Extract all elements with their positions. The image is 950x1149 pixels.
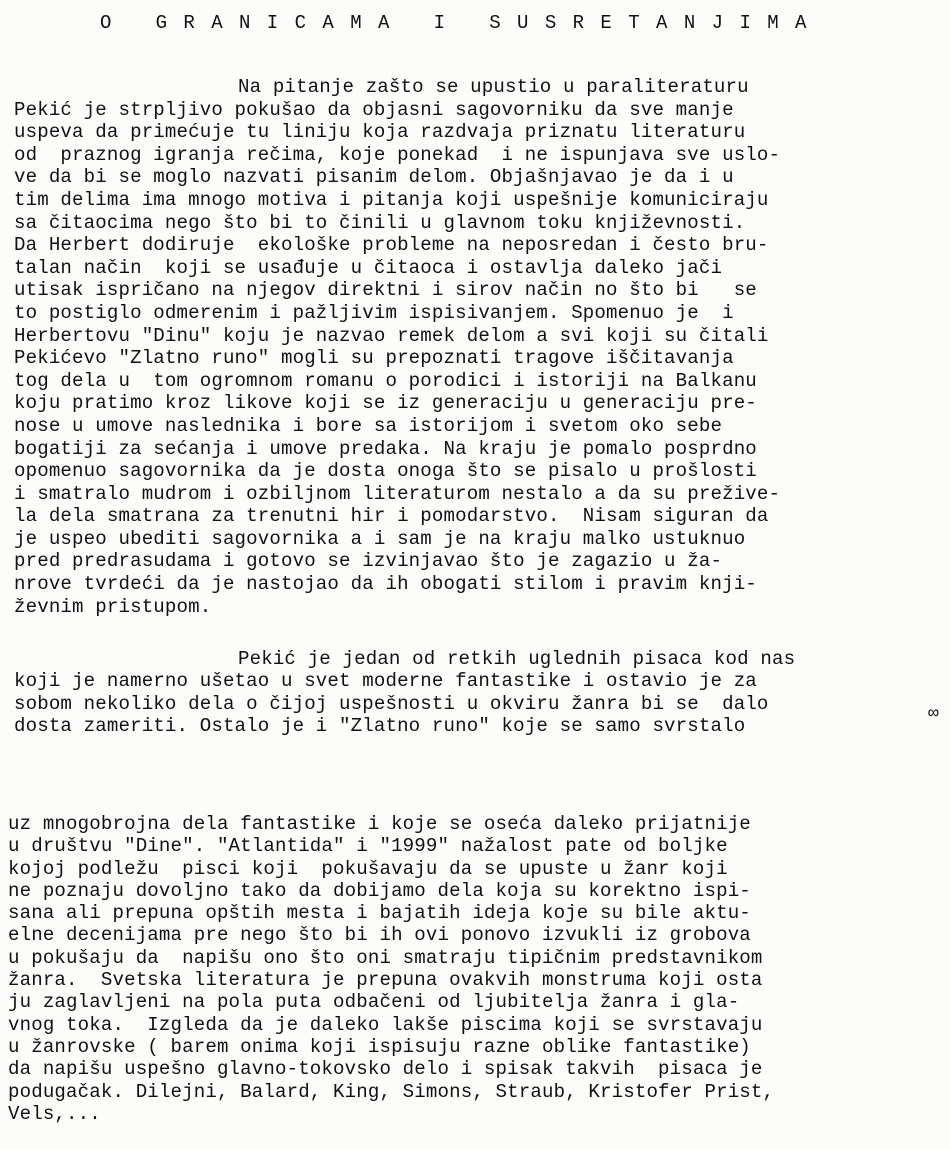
text-line: elne decenijama pre nego što bi ih ovi ponovo izvukli iz grobova (8, 924, 751, 947)
text-line: ževnim pristupom. (14, 595, 212, 618)
text-line: u društvu "Dine". "Atlantida" i "1999" nažalost pate od boljke (8, 835, 728, 858)
text-line: uspeva da primećuje tu liniju koja razdvaja priznatu literaturu (14, 121, 746, 144)
text-line: u žanrovske ( barem onima koji ispisuju razne oblike fantastike) (8, 1035, 751, 1058)
text-line: je uspeo ubediti sagovornika a i sam je na kraju malko ustuknuo (14, 527, 746, 550)
text-line: Pekićevo "Zlatno runo" mogli su prepoznati tragove iščitavanja (14, 347, 734, 370)
text-line: Vels,... (8, 1102, 101, 1125)
text-line: nose u umove naslednika i bore sa istorijom i svetom oko sebe (14, 414, 723, 437)
text-line: ve da bi se moglo nazvati pisanim delom. Objašnjavao je da i u (14, 166, 734, 189)
text-line: i smatralo mudrom i ozbiljnom literaturom nestalo a da su prežive- (14, 482, 781, 505)
text-line: nrove tvrdeći da je nastojao da ih obogati stilom i pravim knji- (14, 573, 757, 596)
margin-mark: ∞ (928, 704, 939, 724)
paragraph-3 (8, 813, 928, 1125)
paragraph-1 (14, 76, 934, 618)
text-line: od praznog igranja rečima, koje ponekad i ne ispunjava sve uslo- (14, 143, 781, 166)
text-line: dosta zameriti. Ostalo je i "Zlatno runo" koje se samo svrstalo (14, 715, 746, 738)
text-line: Da Herbert dodiruje ekološke probleme na neposredan i često bru- (14, 234, 769, 257)
text-line: Pekić je jedan od retkih uglednih pisaca kod nas (238, 648, 796, 670)
text-line: to postiglo odmerenim i pažljivim ispisivanjem. Spomenuo je i (14, 301, 734, 324)
page-title: O GRANICAMA I SUSRETANJIMA (100, 12, 823, 34)
text-line: la dela smatrana za trenutni hir i pomodarstvo. Nisam siguran da (14, 505, 769, 528)
text-line: ju zaglavljeni na pola puta odbačeni od ljubitelja žanra i gla- (8, 991, 740, 1014)
paragraph-2 (14, 648, 934, 738)
text-line: da napišu uspešno glavno-tokovsko delo i spisak takvih pisaca je (8, 1058, 763, 1081)
text-line: tog dela u tom ogromnom romanu o porodici i istoriji na Balkanu (14, 369, 757, 392)
text-line: sa čitaocima nego što bi to činili u glavnom toku književnosti. (14, 211, 746, 234)
text-line: ne poznaju dovoljno tako da dobijamo dela koja su korektno ispi- (8, 879, 751, 902)
text-line: u pokušaju da napišu ono što oni smatraju tipičnim predstavnikom (8, 946, 763, 969)
text-line: podugačak. Dilejni, Balard, King, Simons, Straub, Kristofer Prist, (8, 1080, 775, 1103)
text-line: pred predrasudama i gotovo se izvinjavao što je zagazio u ža- (14, 550, 723, 573)
text-line: vnog toka. Izgleda da je daleko lakše piscima koji se svrstavaju (8, 1013, 763, 1036)
text-line: bogatiji za sećanja i umove predaka. Na kraju je pomalo posprdno (14, 437, 757, 460)
text-line: kojoj podležu pisci koji pokušavaju da se upuste u žanr koji (8, 857, 728, 880)
text-line: talan način koji se usađuje u čitaoca i ostavlja daleko jači (14, 256, 723, 279)
text-line: opomenuo sagovornika da je dosta onoga što se pisalo u prošlosti (14, 460, 757, 483)
text-line: Pekić je strpljivo pokušao da objasni sagovorniku da sve manje (14, 98, 734, 121)
text-line: koju pratimo kroz likove koji se iz generaciju u generaciju pre- (14, 392, 757, 415)
text-line: uz mnogobrojna dela fantastike i koje se oseća daleko prijatnije (8, 813, 751, 835)
text-line: žanra. Svetska literatura je prepuna ovakvih monstruma koji osta (8, 969, 763, 992)
text-line: Herbertovu "Dinu" koju je nazvao remek delom a svi koji su čitali (14, 324, 769, 347)
text-line: Na pitanje zašto se upustio u paraliteraturu (238, 76, 749, 98)
text-line: sana ali prepuna opštih mesta i bajatih ideja koje su bile aktu- (8, 902, 751, 925)
text-line: utisak ispričano na njegov direktni i sirov način no što bi se (14, 279, 757, 302)
text-line: koji je namerno ušetao u svet moderne fantastike i ostavio je za (14, 670, 757, 693)
text-line: tim delima ima mnogo motiva i pitanja koji uspešnije komuniciraju (14, 188, 769, 211)
text-line: sobom nekoliko dela o čijoj uspešnosti u okviru žanra bi se dalo (14, 692, 769, 715)
